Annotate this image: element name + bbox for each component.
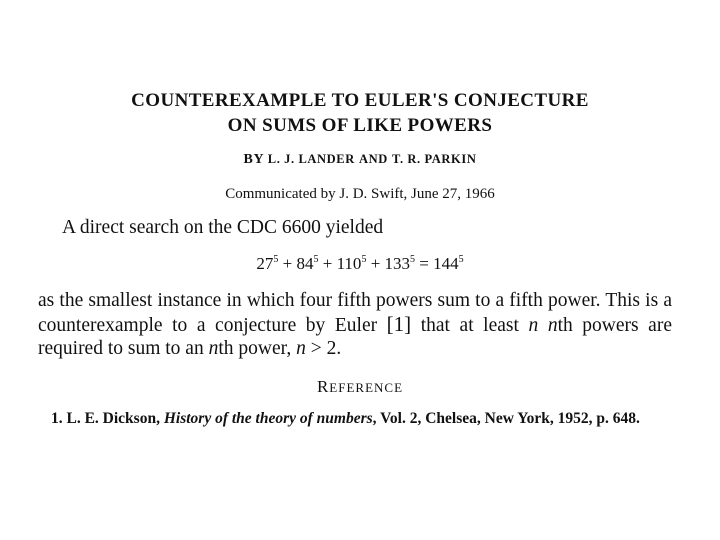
eq-term-4: $133^5$ xyxy=(384,254,416,273)
eq-term-3: $110^5$ xyxy=(336,254,367,273)
eq-term-1: $27^5$ xyxy=(256,254,279,273)
communicated-line: Communicated by J. D. Swift, June 27, 1966 xyxy=(225,186,495,202)
eq-result: $144^5$ xyxy=(433,254,464,273)
equation xyxy=(0,254,720,274)
byline xyxy=(0,152,720,168)
eq-plus-1: + xyxy=(282,254,293,273)
eq-plus-2: + xyxy=(322,254,333,273)
main-paragraph: as the smallest instance in which four fifth powers sum to a fifth power. This is a counterexample to a conjecture by Euler [1] that at least n nth powers are required to sum to an nth power, n > 2. xyxy=(38,290,672,359)
reference-item: 1. L. E. Dickson, History of the theory of numbers, Vol. 2, Chelsea, New York, 1952, p. 648. xyxy=(51,410,640,427)
byline-prefix: BY xyxy=(243,152,264,167)
eq-term-2: $84^5$ xyxy=(296,254,319,273)
title-line-2: ON SUMS OF LIKE POWERS xyxy=(227,115,493,136)
eq-plus-3: + xyxy=(370,254,381,273)
intro-sentence: A direct search on the CDC 6600 yielded xyxy=(62,217,384,238)
author-1: L. J. LANDER xyxy=(267,152,355,166)
author-2: T. R. PARKIN xyxy=(391,152,477,166)
eq-equals: = xyxy=(419,254,429,273)
title-line-1: COUNTEREXAMPLE TO EULER'S CONJECTURE xyxy=(131,90,589,111)
citation-link[interactable]: [1] xyxy=(386,311,412,336)
byline-and: AND xyxy=(358,152,388,166)
reference-heading: REFERENCE xyxy=(316,377,404,396)
